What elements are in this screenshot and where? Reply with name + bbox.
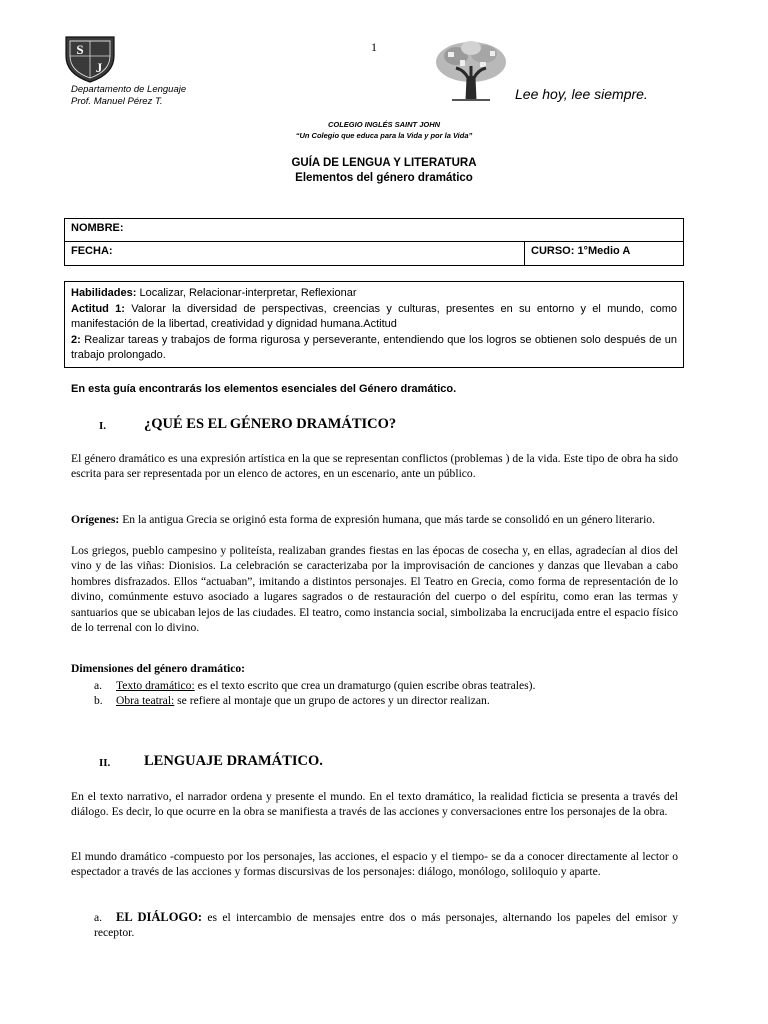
section-1-para-1: El género dramático es una expresión artística en la que se representan conflictos (problemas ) de la vida. Este tipo de obra ha sido escrita para ser representada por un elenco de actores, en un escenario, ante un público. [71, 452, 678, 481]
school-header [0, 119, 768, 141]
page-number: 1 [371, 40, 377, 54]
guide-subtitle: Elementos del género dramático [295, 172, 473, 184]
origins-label: Orígenes: [71, 513, 120, 526]
reading-tree-logo [434, 38, 508, 102]
skills-habilidades [71, 286, 677, 302]
dimensions-heading: Dimensiones del género dramático: [71, 662, 245, 675]
actitud1-text: Valorar la diversidad de perspectivas, creencias y culturas, presentes en su entorno y el mundo, como manifestación de la libertad, creatividad y dignidad humana.Actitud [71, 302, 677, 331]
crest-letter-s: S [76, 42, 84, 57]
habilidades-label: Habilidades: [71, 287, 137, 299]
student-info-table [64, 218, 684, 266]
dimension-item-b [94, 693, 535, 708]
dimension-a-term: Texto dramático: [116, 679, 195, 692]
dimension-b-text: se refiere al montaje que un grupo de actores y un director realizan. [174, 694, 490, 708]
department-name: Departamento de Lenguaje [71, 84, 187, 95]
actitud2-text: Realizar tareas y trabajos de forma rigurosa y perseverante, entendiendo que los logros se obtienen solo después de un trabajo prolongado. [71, 333, 677, 362]
dialogue-item [94, 910, 678, 941]
guide-title: GUÍA DE LENGUA Y LITERATURA [291, 157, 477, 169]
actitud1-label: Actitud 1: [71, 302, 125, 315]
section-1-para-3: Los griegos, pueblo campesino y politeísta, realizaban grandes fiestas en las épocas de cosecha y, en ellas, agradecían al dios del vino y de las viñas: Dionisios. La celebración se caracterizaba por la improvisación de canciones y danzas que llevaban a cabo hombres disfrazados. Ellos “actuaban”, imitando a distintos personajes. El Teatro en Grecia, como forma de representación de lo divino, comúnmente estuvo asociado a lugares sagrados o de restauración del cuerpo o del espíritu, como eran las termas y santuarios que se ubicaban lejos de las ciudades. El teatro, como instancia social, simbolizaba la encrucijada entre el espacio físico de lo terrenal con lo divino. [71, 544, 678, 635]
habilidades-text: Localizar, Relacionar-interpretar, Reflexionar [136, 287, 357, 299]
slogan: Lee hoy, lee siempre. [515, 86, 648, 102]
section-2-para-2: El mundo dramático -compuesto por los personajes, las acciones, el espacio y el tiempo- se da a conocer directamente al lector o espectador a través de las acciones y formas discursivas de los personajes: diálogo, monólogo, soliloquio y aparte. [71, 850, 678, 879]
course-label: CURSO: 1°Medio A [531, 245, 631, 257]
section-1-heading: ¿QUÉ ES EL GÉNERO DRAMÁTICO? [144, 416, 397, 432]
section-2-heading: LENGUAJE DRAMÁTICO. [144, 753, 323, 769]
origins-text: En la antigua Grecia se originó esta forma de expresión humana, que más tarde se consolidó en un género literario. [119, 513, 655, 526]
intro-text: En esta guía encontrarás los elementos esenciales del Género dramático. [71, 383, 457, 395]
document-title [0, 156, 768, 186]
name-label: NOMBRE: [71, 222, 124, 234]
skills-actitud [71, 302, 677, 364]
section-1-number: I. [99, 420, 107, 432]
dimensions-list [94, 678, 535, 709]
teacher-name: Prof. Manuel Pérez T. [71, 96, 163, 107]
dimension-a-text: es el texto escrito que crea un dramaturgo (quien escribe obras teatrales). [194, 679, 536, 692]
school-motto: “Un Colegio que educa para la Vida y por la Vida” [295, 131, 473, 140]
section-2-para-1: En el texto narrativo, el narrador ordena y presente el mundo. En el texto dramático, la realidad ficticia se presenta a través del diálogo. Es decir, lo que ocurre en la obra se manifiesta a través de las acciones y conversaciones entre los personajes de la obra. [71, 790, 678, 819]
department-info [71, 84, 186, 108]
dimension-b-term: Obra teatral: [116, 694, 175, 708]
section-2-number: II. [99, 757, 111, 769]
dialogue-label: a. [94, 911, 103, 924]
date-label: FECHA: [71, 245, 113, 257]
school-crest-logo [63, 34, 117, 84]
dimension-item-a [94, 678, 535, 693]
dialogue-term: EL DIÁLOGO: [116, 910, 203, 924]
date-field[interactable] [65, 242, 525, 266]
name-field[interactable] [65, 219, 683, 242]
dialogue-text: es el intercambio de mensajes entre dos o más personajes, alternando los papeles del emisor y receptor. [94, 911, 679, 940]
course-field [525, 242, 683, 266]
dimension-a-label: a. [94, 679, 103, 692]
actitud2-label: 2: [71, 333, 81, 346]
crest-letter-j: J [95, 60, 103, 75]
skills-box [64, 281, 684, 368]
section-1-origins [71, 512, 678, 527]
dimension-b-label: b. [94, 694, 103, 708]
school-name: COLEGIO INGLÉS SAINT JOHN [327, 120, 441, 129]
